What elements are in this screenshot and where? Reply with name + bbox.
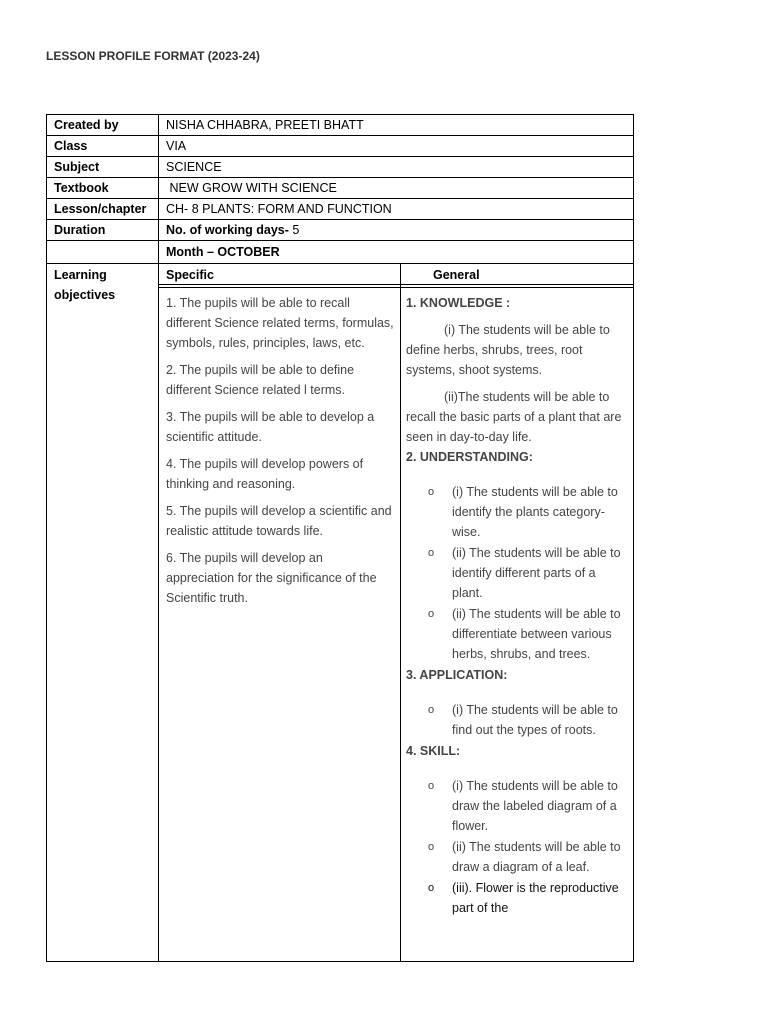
- working-days-label: No. of working days-: [166, 223, 289, 237]
- row-class: [47, 136, 633, 157]
- list-item: [406, 776, 628, 836]
- list-item: [406, 604, 628, 664]
- specific-item: 3. The pupils will be able to develop a scientific attitude.: [166, 410, 375, 444]
- circle-bullet-icon: o: [428, 704, 435, 716]
- specific-item: 5. The pupils will develop a scientific and realistic attitude towards life.: [166, 504, 392, 538]
- circle-bullet-icon: o: [428, 841, 435, 853]
- value-lesson: CH- 8 PLANTS: FORM AND FUNCTION: [166, 202, 392, 216]
- application-item: (i) The students will be able to find out the types of roots.: [452, 703, 618, 737]
- understanding-list: [406, 482, 628, 664]
- skill-item: (iii). Flower is the reproductive part of the: [452, 881, 619, 915]
- row-duration: [47, 220, 633, 241]
- row-subject: [47, 157, 633, 178]
- divider-subheader-double: [159, 287, 633, 288]
- row-month: [47, 241, 633, 264]
- header-specific: Specific: [166, 268, 214, 282]
- label-textbook: Textbook: [47, 178, 159, 198]
- row-created-by: [47, 115, 633, 136]
- value-month: Month – OCTOBER: [166, 245, 280, 259]
- specific-item: 4. The pupils will develop powers of thinking and reasoning.: [166, 457, 364, 491]
- header-general: General: [433, 268, 480, 282]
- knowledge-item: (i) The students will be able to define herbs, shrubs, trees, root systems, shoot systems.: [406, 323, 610, 377]
- value-created-by: NISHA CHHABRA, PREETI BHATT: [166, 118, 364, 132]
- circle-bullet-icon: o: [428, 547, 435, 559]
- label-month-empty: [47, 241, 159, 263]
- specific-item: 6. The pupils will develop an appreciation for the significance of the Scientific truth.: [166, 551, 377, 605]
- specific-item: 1. The pupils will be able to recall different Science related terms, formulas, symbols, rules, principles, laws, etc.: [166, 296, 394, 350]
- knowledge-item: (ii)The students will be able to recall the basic parts of a plant that are seen in day-to-day life.: [406, 390, 622, 444]
- skill-list: [406, 776, 628, 918]
- specific-item: 2. The pupils will be able to define different Science related l terms.: [166, 363, 355, 397]
- document-title: LESSON PROFILE FORMAT (2023-24): [46, 49, 260, 63]
- lesson-profile-table: [46, 114, 634, 962]
- general-objectives: [406, 293, 628, 919]
- list-item: [406, 700, 628, 740]
- knowledge-heading: 1. KNOWLEDGE :: [406, 296, 511, 310]
- label-learning-objectives: Learning objectives: [54, 268, 116, 302]
- circle-bullet-icon: o: [428, 882, 435, 894]
- divider-subheader: [159, 284, 633, 285]
- application-list: [406, 700, 628, 740]
- label-subject: Subject: [47, 157, 159, 177]
- label-created-by: Created by: [47, 115, 159, 135]
- value-subject: SCIENCE: [166, 160, 222, 174]
- label-duration: Duration: [47, 220, 159, 240]
- list-item: [406, 878, 628, 918]
- skill-item: (i) The students will be able to draw the labeled diagram of a flower.: [452, 779, 618, 833]
- list-item: [406, 837, 628, 877]
- circle-bullet-icon: o: [428, 486, 435, 498]
- application-heading: 3. APPLICATION:: [406, 668, 508, 682]
- specific-objectives: [166, 293, 394, 615]
- divider-label-column: [158, 264, 159, 961]
- row-lesson: [47, 199, 633, 220]
- understanding-item: (ii) The students will be able to differentiate between various herbs, shrubs, and trees.: [452, 607, 621, 661]
- divider-specific-general: [400, 264, 401, 961]
- row-textbook: [47, 178, 633, 199]
- label-lesson: Lesson/chapter: [47, 199, 159, 219]
- value-textbook: NEW GROW WITH SCIENCE: [166, 181, 337, 195]
- understanding-item: (ii) The students will be able to identify different parts of a plant.: [452, 546, 621, 600]
- skill-heading: 4. SKILL:: [406, 744, 461, 758]
- value-class: VIA: [166, 139, 187, 153]
- understanding-item: (i) The students will be able to identify the plants category-wise.: [452, 485, 618, 539]
- label-class: Class: [47, 136, 159, 156]
- value-duration: [159, 220, 633, 240]
- working-days-value: 5: [288, 223, 300, 237]
- skill-item: (ii) The students will be able to draw a diagram of a leaf.: [452, 840, 621, 874]
- circle-bullet-icon: o: [428, 780, 435, 792]
- circle-bullet-icon: o: [428, 608, 435, 620]
- list-item: [406, 543, 628, 603]
- understanding-heading: 2. UNDERSTANDING:: [406, 450, 533, 464]
- list-item: [406, 482, 628, 542]
